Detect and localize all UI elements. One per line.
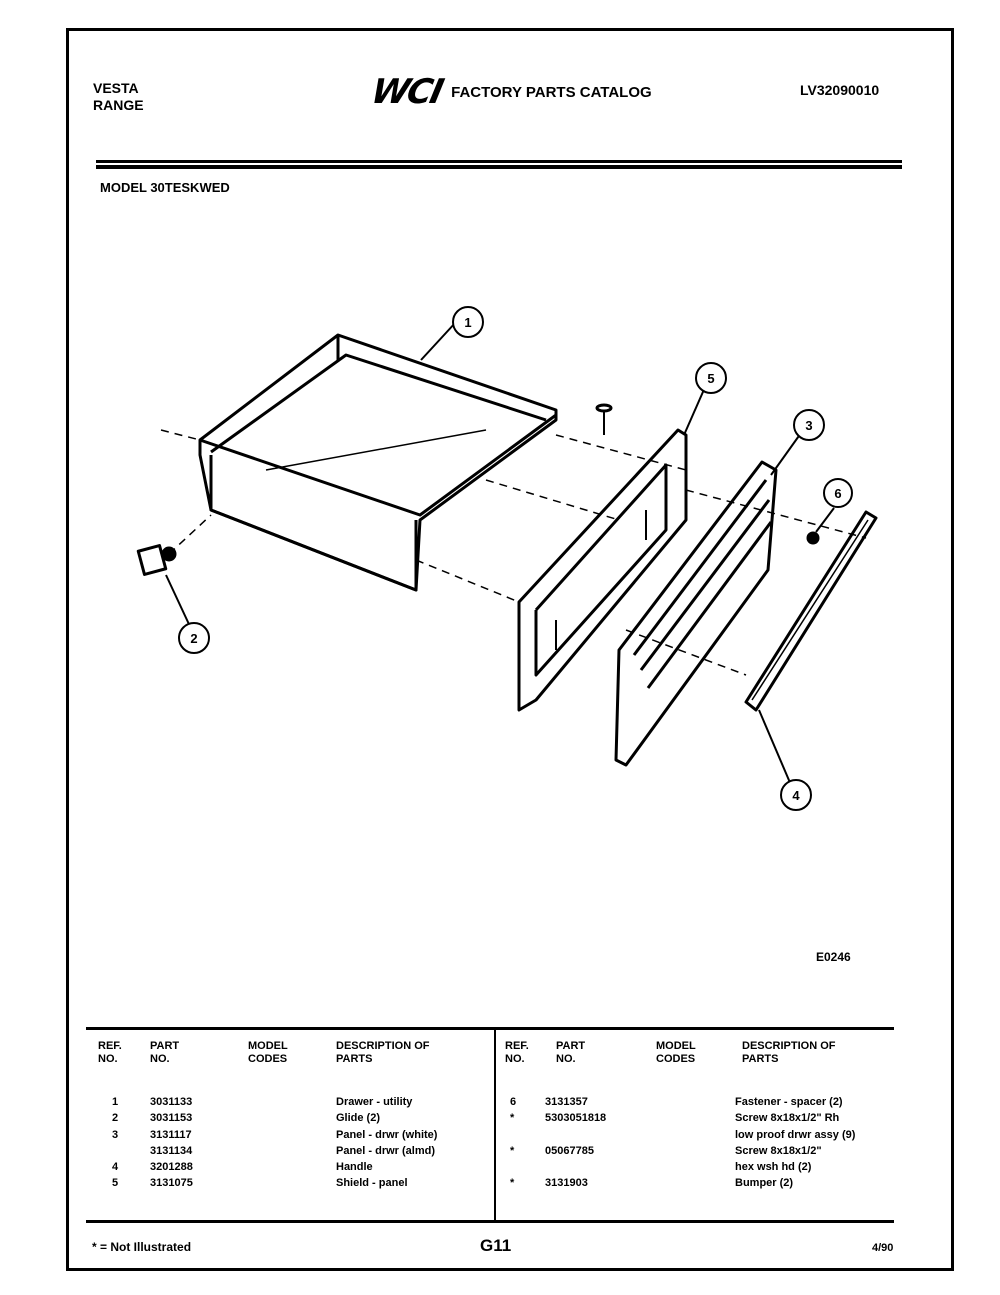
table-top-rule	[86, 1027, 894, 1030]
right-ref-column	[510, 1094, 516, 1192]
left-description-column	[336, 1094, 437, 1192]
table-cell	[545, 1127, 606, 1143]
header-part-no-right: PART NO.	[556, 1040, 586, 1065]
model-label: MODEL 30TESKWED	[100, 180, 230, 195]
fastener-spacer	[808, 533, 818, 543]
right-part-column	[545, 1094, 606, 1192]
callout-5: 5	[707, 371, 715, 386]
table-cell: 3	[112, 1128, 119, 1141]
table-cell: 3131903	[545, 1177, 588, 1190]
left-part-column	[150, 1094, 193, 1192]
callout-leader-3	[771, 433, 801, 475]
table-cell: 1	[112, 1096, 119, 1108]
table-cell: 4	[112, 1161, 119, 1174]
catalog-heading	[367, 72, 652, 112]
table-cell: hex wsh hd (2)	[735, 1161, 812, 1174]
header-model-codes-left: MODEL CODES	[248, 1040, 288, 1065]
table-cell: Shield - panel	[336, 1177, 408, 1190]
brand-line-2: RANGE	[93, 97, 144, 113]
table-cell	[545, 1159, 606, 1175]
table-cell: 5	[112, 1177, 119, 1190]
table-cell: 5303051818	[545, 1112, 607, 1125]
table-cell: *	[510, 1144, 515, 1157]
callout-3: 3	[805, 418, 813, 433]
table-cell: Panel - drwr (white)	[336, 1128, 438, 1141]
table-cell: 3201288	[150, 1161, 193, 1174]
footnote-not-illustrated: * = Not Illustrated	[92, 1240, 192, 1254]
table-cell: *	[510, 1177, 515, 1190]
table-cell: 3131134	[150, 1144, 193, 1157]
table-cell: Screw 8x18x1/2" Rh	[735, 1112, 840, 1125]
screw-head	[597, 405, 611, 411]
catalog-title: FACTORY PARTS CATALOG	[451, 83, 652, 101]
table-cell: 3131075	[150, 1177, 193, 1190]
assembly-line-4	[416, 560, 519, 602]
exploded-parts-diagram	[66, 230, 954, 870]
table-cell: Glide (2)	[336, 1112, 381, 1125]
header-ref-no-right: REF. NO.	[505, 1040, 529, 1065]
figure-code: E0246	[816, 950, 851, 964]
catalog-number: LV32090010	[800, 82, 880, 98]
revision-date: 4/90	[872, 1242, 894, 1254]
table-cell: Panel - drwr (almd)	[336, 1144, 436, 1157]
page-number: G11	[480, 1236, 512, 1255]
callout-4: 4	[792, 788, 800, 803]
header-description-right: DESCRIPTION OF PARTS	[742, 1040, 836, 1065]
header-model-codes-right: MODEL CODES	[656, 1040, 696, 1065]
left-ref-column	[112, 1094, 118, 1192]
table-cell	[510, 1127, 516, 1143]
header-rule	[96, 160, 902, 169]
assembly-line-7	[169, 515, 211, 554]
callout-6: 6	[834, 486, 842, 501]
callout-leader-4	[759, 710, 791, 785]
brand-label	[93, 80, 144, 114]
callout-2: 2	[190, 631, 198, 646]
table-cell: 05067785	[545, 1144, 594, 1157]
table-cell: Screw 8x18x1/2"	[735, 1144, 822, 1157]
table-cell: 3031133	[150, 1096, 193, 1108]
table-cell: *	[510, 1112, 515, 1125]
table-cell	[510, 1159, 516, 1175]
table-cell: 3131117	[150, 1128, 192, 1141]
glide-part	[138, 546, 165, 575]
assembly-line-3	[486, 480, 619, 520]
table-cell: 3131357	[545, 1096, 588, 1108]
table-cell: low proof drwr assy (9)	[735, 1128, 856, 1141]
table-cell: 3031153	[150, 1112, 193, 1125]
callout-leader-1	[421, 322, 456, 360]
assembly-line-1	[161, 430, 200, 440]
wci-logo: WCI	[367, 72, 446, 112]
table-cell	[112, 1143, 118, 1159]
brand-line-1: VESTA	[93, 80, 139, 96]
table-center-divider	[494, 1030, 496, 1220]
callout-1: 1	[464, 315, 472, 330]
callout-leader-5	[684, 385, 706, 435]
header-part-no-left: PART NO.	[150, 1040, 180, 1065]
table-cell: 6	[510, 1096, 517, 1108]
callout-leader-6	[816, 508, 834, 532]
header-description-left: DESCRIPTION OF PARTS	[336, 1040, 430, 1065]
table-bottom-rule	[86, 1220, 894, 1223]
header-ref-no-left: REF. NO.	[98, 1040, 122, 1065]
table-cell: 2	[112, 1112, 119, 1125]
table-cell: Handle	[336, 1161, 373, 1174]
drawer-body	[200, 335, 556, 590]
table-cell: Bumper (2)	[735, 1177, 794, 1190]
table-cell: Drawer - utility	[336, 1096, 413, 1108]
right-description-column	[735, 1094, 855, 1192]
table-cell: Fastener - spacer (2)	[735, 1096, 843, 1108]
